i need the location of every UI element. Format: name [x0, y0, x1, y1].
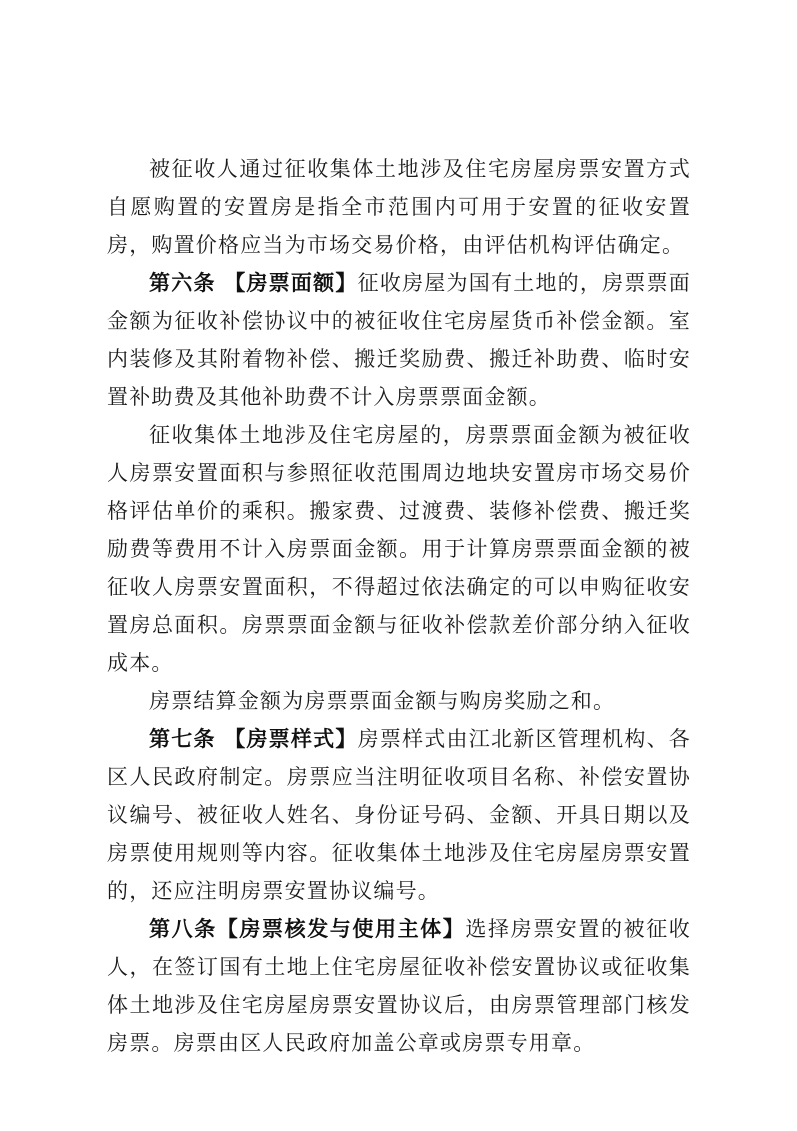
paragraph-article-8	[107, 910, 691, 1062]
document-body	[107, 150, 691, 1062]
paragraph-collective-land-amount	[107, 416, 691, 682]
paragraph-article-7	[107, 720, 691, 910]
paragraph-settlement-housing-definition	[107, 150, 691, 264]
paragraph-text: 被征收人通过征收集体土地涉及住宅房屋房票安置方式自愿购置的安置房是指全市范围内可用于安置的征收安置房，购置价格应当为市场交易价格，由评估机构评估确定。	[107, 157, 691, 257]
paragraph-text: 选择房票安置的被征收人，在签订国有土地上住宅房屋征收补偿安置协议或征收集体土地涉及住宅房屋房票安置协议后，由房票管理部门核发房票。房票由区人民政府加盖公章或房票专用章。	[107, 917, 692, 1055]
paragraph-article-6	[107, 264, 691, 416]
paragraph-text: 房票样式由江北新区管理机构、各区人民政府制定。房票应当注明征收项目名称、补偿安置协议编号、被征收人姓名、身份证号码、金额、开具日期以及房票使用规则等内容。征收集体土地涉及住宅房屋房票安置的，还应注明房票安置协议编号。	[107, 727, 692, 903]
article-7-heading: 第七条 【房票样式】	[149, 727, 358, 751]
paragraph-text: 征收集体土地涉及住宅房屋的，房票票面金额为被征收人房票安置面积与参照征收范围周边地块安置房市场交易价格评估单价的乘积。搬家费、过渡费、装修补偿费、搬迁奖励费等费用不计入房票面金额。用于计算房票票面金额的被征收人房票安置面积，不得超过依法确定的可以申购征收安置房总面积。房票票面金额与征收补偿款差价部分纳入征收成本。	[107, 423, 691, 675]
paragraph-text: 征收房屋为国有土地的，房票票面金额为征收补偿协议中的被征收住宅房屋货币补偿金额。室内装修及其附着物补偿、搬迁奖励费、搬迁补助费、临时安置补助费及其他补助费不计入房票票面金额。	[107, 271, 692, 409]
article-8-heading: 第八条【房票核发与使用主体】	[149, 917, 466, 941]
article-6-heading: 第六条 【房票面额】	[149, 271, 358, 295]
paragraph-text: 房票结算金额为房票票面金额与购房奖励之和。	[149, 689, 616, 713]
paragraph-settlement-amount	[107, 682, 691, 720]
